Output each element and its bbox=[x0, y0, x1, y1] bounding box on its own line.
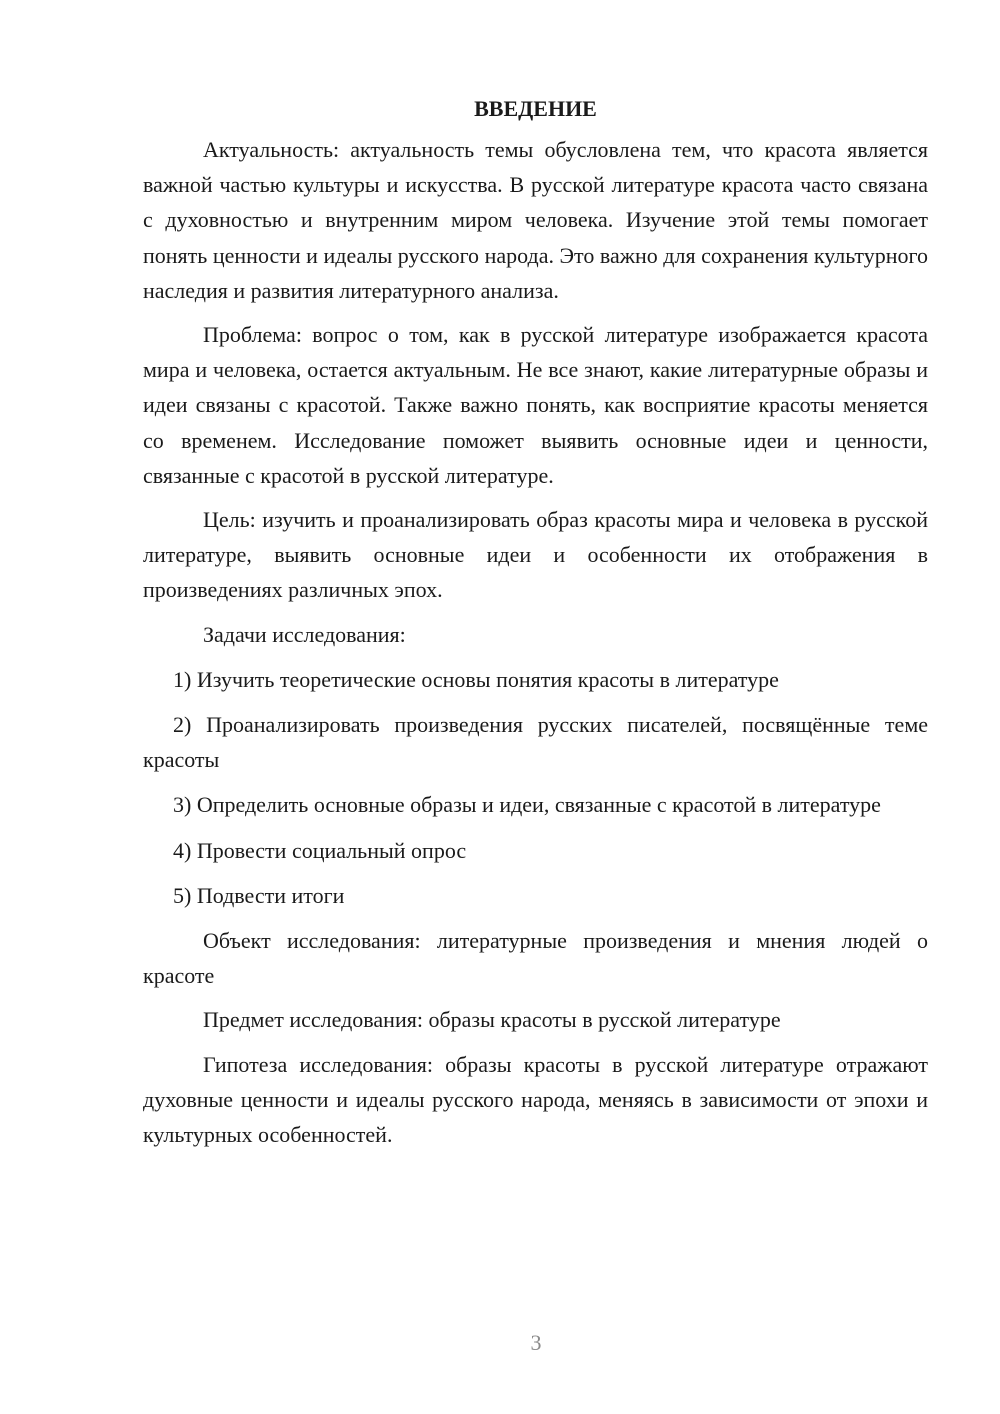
task-item-4: 4) Провести социальный опрос bbox=[173, 837, 467, 863]
relevance-paragraph: Актуальность: актуальность темы обусловлена тем, что красота является важной частью культуры и искусства. В русской литературе красота часто связана с духовностью и внутренним миром человека. Изучение этой темы помогает понять ценности и идеалы русского народа. Это важно для сохранения культурного наследия и развития литературного анализа. bbox=[143, 137, 928, 303]
document-title: ВВЕДЕНИЕ bbox=[474, 96, 597, 121]
task-item-5: 5) Подвести итоги bbox=[173, 882, 345, 908]
goal-paragraph: Цель: изучить и проанализировать образ красоты мира и человека в русской литературе, выявить основные идеи и особенности их отображения в произведениях различных эпох. bbox=[143, 507, 928, 603]
tasks-heading: Задачи исследования: bbox=[203, 621, 406, 647]
document-page bbox=[143, 90, 928, 1161]
page-number: 3 bbox=[530, 1330, 542, 1355]
problem-paragraph: Проблема: вопрос о том, как в русской литературе изображается красота мира и человека, остается актуальным. Не все знают, какие литературные образы и идеи связаны с красотой. Также важно понять, как восприятие красоты меняется со временем. Исследование поможет выявить основные идеи и ценности, связанные с красотой в русской литературе. bbox=[143, 322, 928, 488]
object-paragraph: Объект исследования: литературные произведения и мнения людей о красоте bbox=[143, 928, 928, 989]
subject-paragraph: Предмет исследования: образы красоты в русской литературе bbox=[203, 1007, 781, 1033]
task-item-2: 2) Проанализировать произведения русских писателей, посвящённые теме красоты bbox=[143, 712, 928, 773]
task-item-1: 1) Изучить теоретические основы понятия красоты в литературе bbox=[173, 666, 779, 692]
task-item-3: 3) Определить основные образы и идеи, связанные с красотой в литературе bbox=[173, 792, 881, 818]
hypothesis-paragraph: Гипотеза исследования: образы красоты в русской литературе отражают духовные ценности и идеалы русского народа, меняясь в зависимости от эпохи и культурных особенностей. bbox=[143, 1051, 928, 1148]
